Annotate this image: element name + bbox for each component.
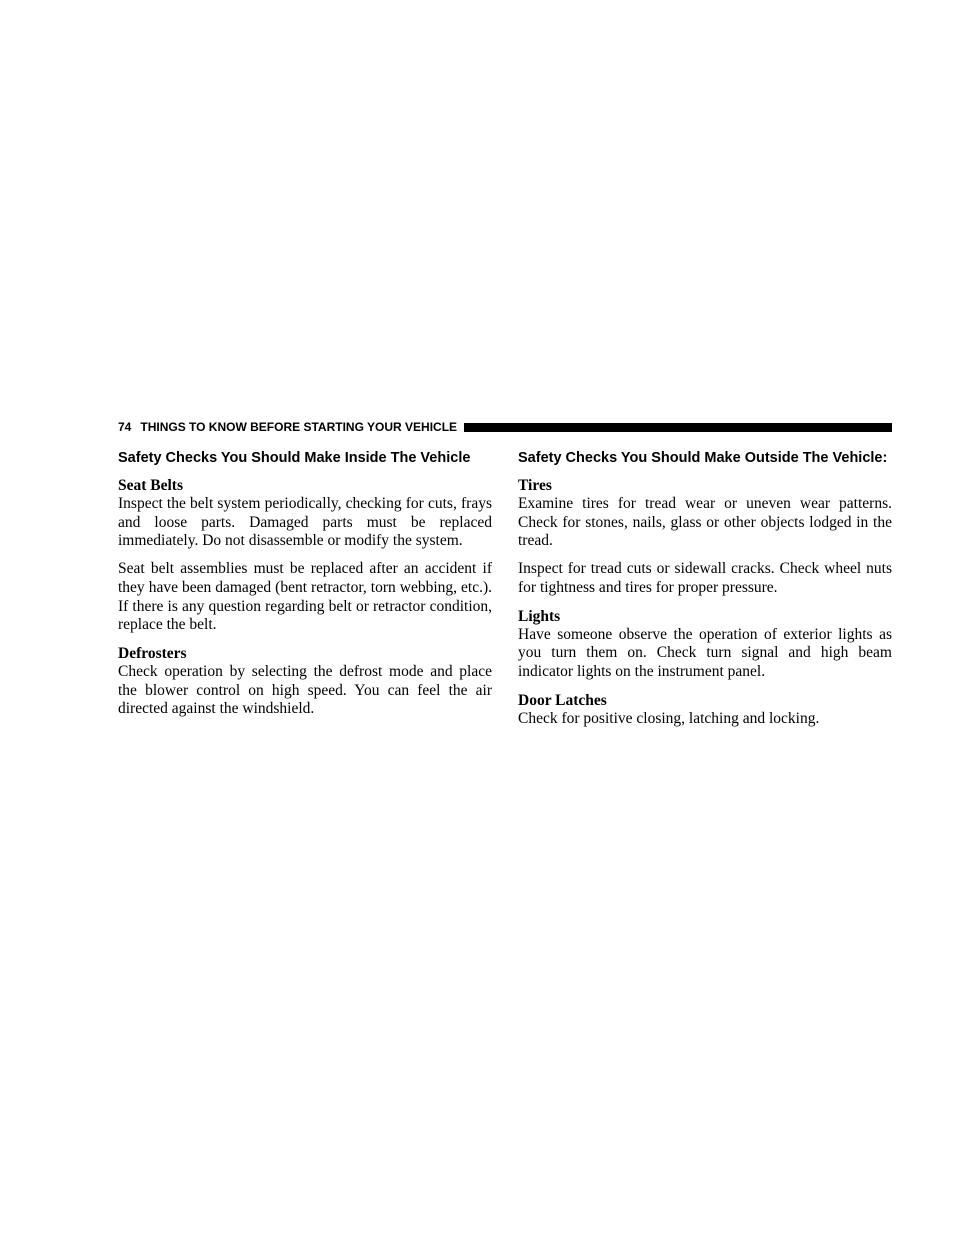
chapter-title: THINGS TO KNOW BEFORE STARTING YOUR VEHICLE (140, 420, 458, 434)
paragraph: Check operation by selecting the defrost mode and place the blower control on high speed. You can feel the air directed against the windshield. (118, 662, 492, 718)
left-column (118, 449, 492, 728)
paragraph: Check for positive closing, latching and locking. (518, 709, 820, 727)
section-title-tires: Tires (518, 477, 552, 494)
paragraph: Inspect for tread cuts or sidewall cracks. Check wheel nuts for tightness and tires for proper pressure. (518, 560, 892, 596)
paragraph: Inspect the belt system periodically, checking for cuts, frays and loose parts. Damaged parts must be replaced immediately. Do not disassemble or modify the system. (118, 495, 492, 550)
section-title-lights: Lights (518, 607, 561, 625)
paragraph: Seat belt assemblies must be replaced after an accident if they have been damaged (bent retractor, torn webbing, etc.). If there is any question regarding belt or retractor condition, replace the belt. (118, 560, 492, 634)
header-rule (464, 423, 892, 432)
section-title-seat-belts: Seat Belts (118, 477, 184, 494)
outside-checks-heading: Safety Checks You Should Make Outside The Vehicle: (518, 450, 888, 466)
inside-checks-heading: Safety Checks You Should Make Inside The Vehicle (118, 450, 471, 466)
section-title-door-latches: Door Latches (518, 691, 607, 709)
paragraph: Have someone observe the operation of exterior lights as you turn them on. Check turn signal and high beam indicator lights on the instrument panel. (518, 625, 892, 680)
section-title-defrosters: Defrosters (118, 644, 187, 662)
page-header (118, 419, 892, 435)
page-number: 74 (118, 420, 132, 434)
paragraph: Examine tires for tread wear or uneven wear patterns. Check for stones, nails, glass or other objects lodged in the tread. (518, 495, 892, 550)
right-column (518, 449, 892, 737)
